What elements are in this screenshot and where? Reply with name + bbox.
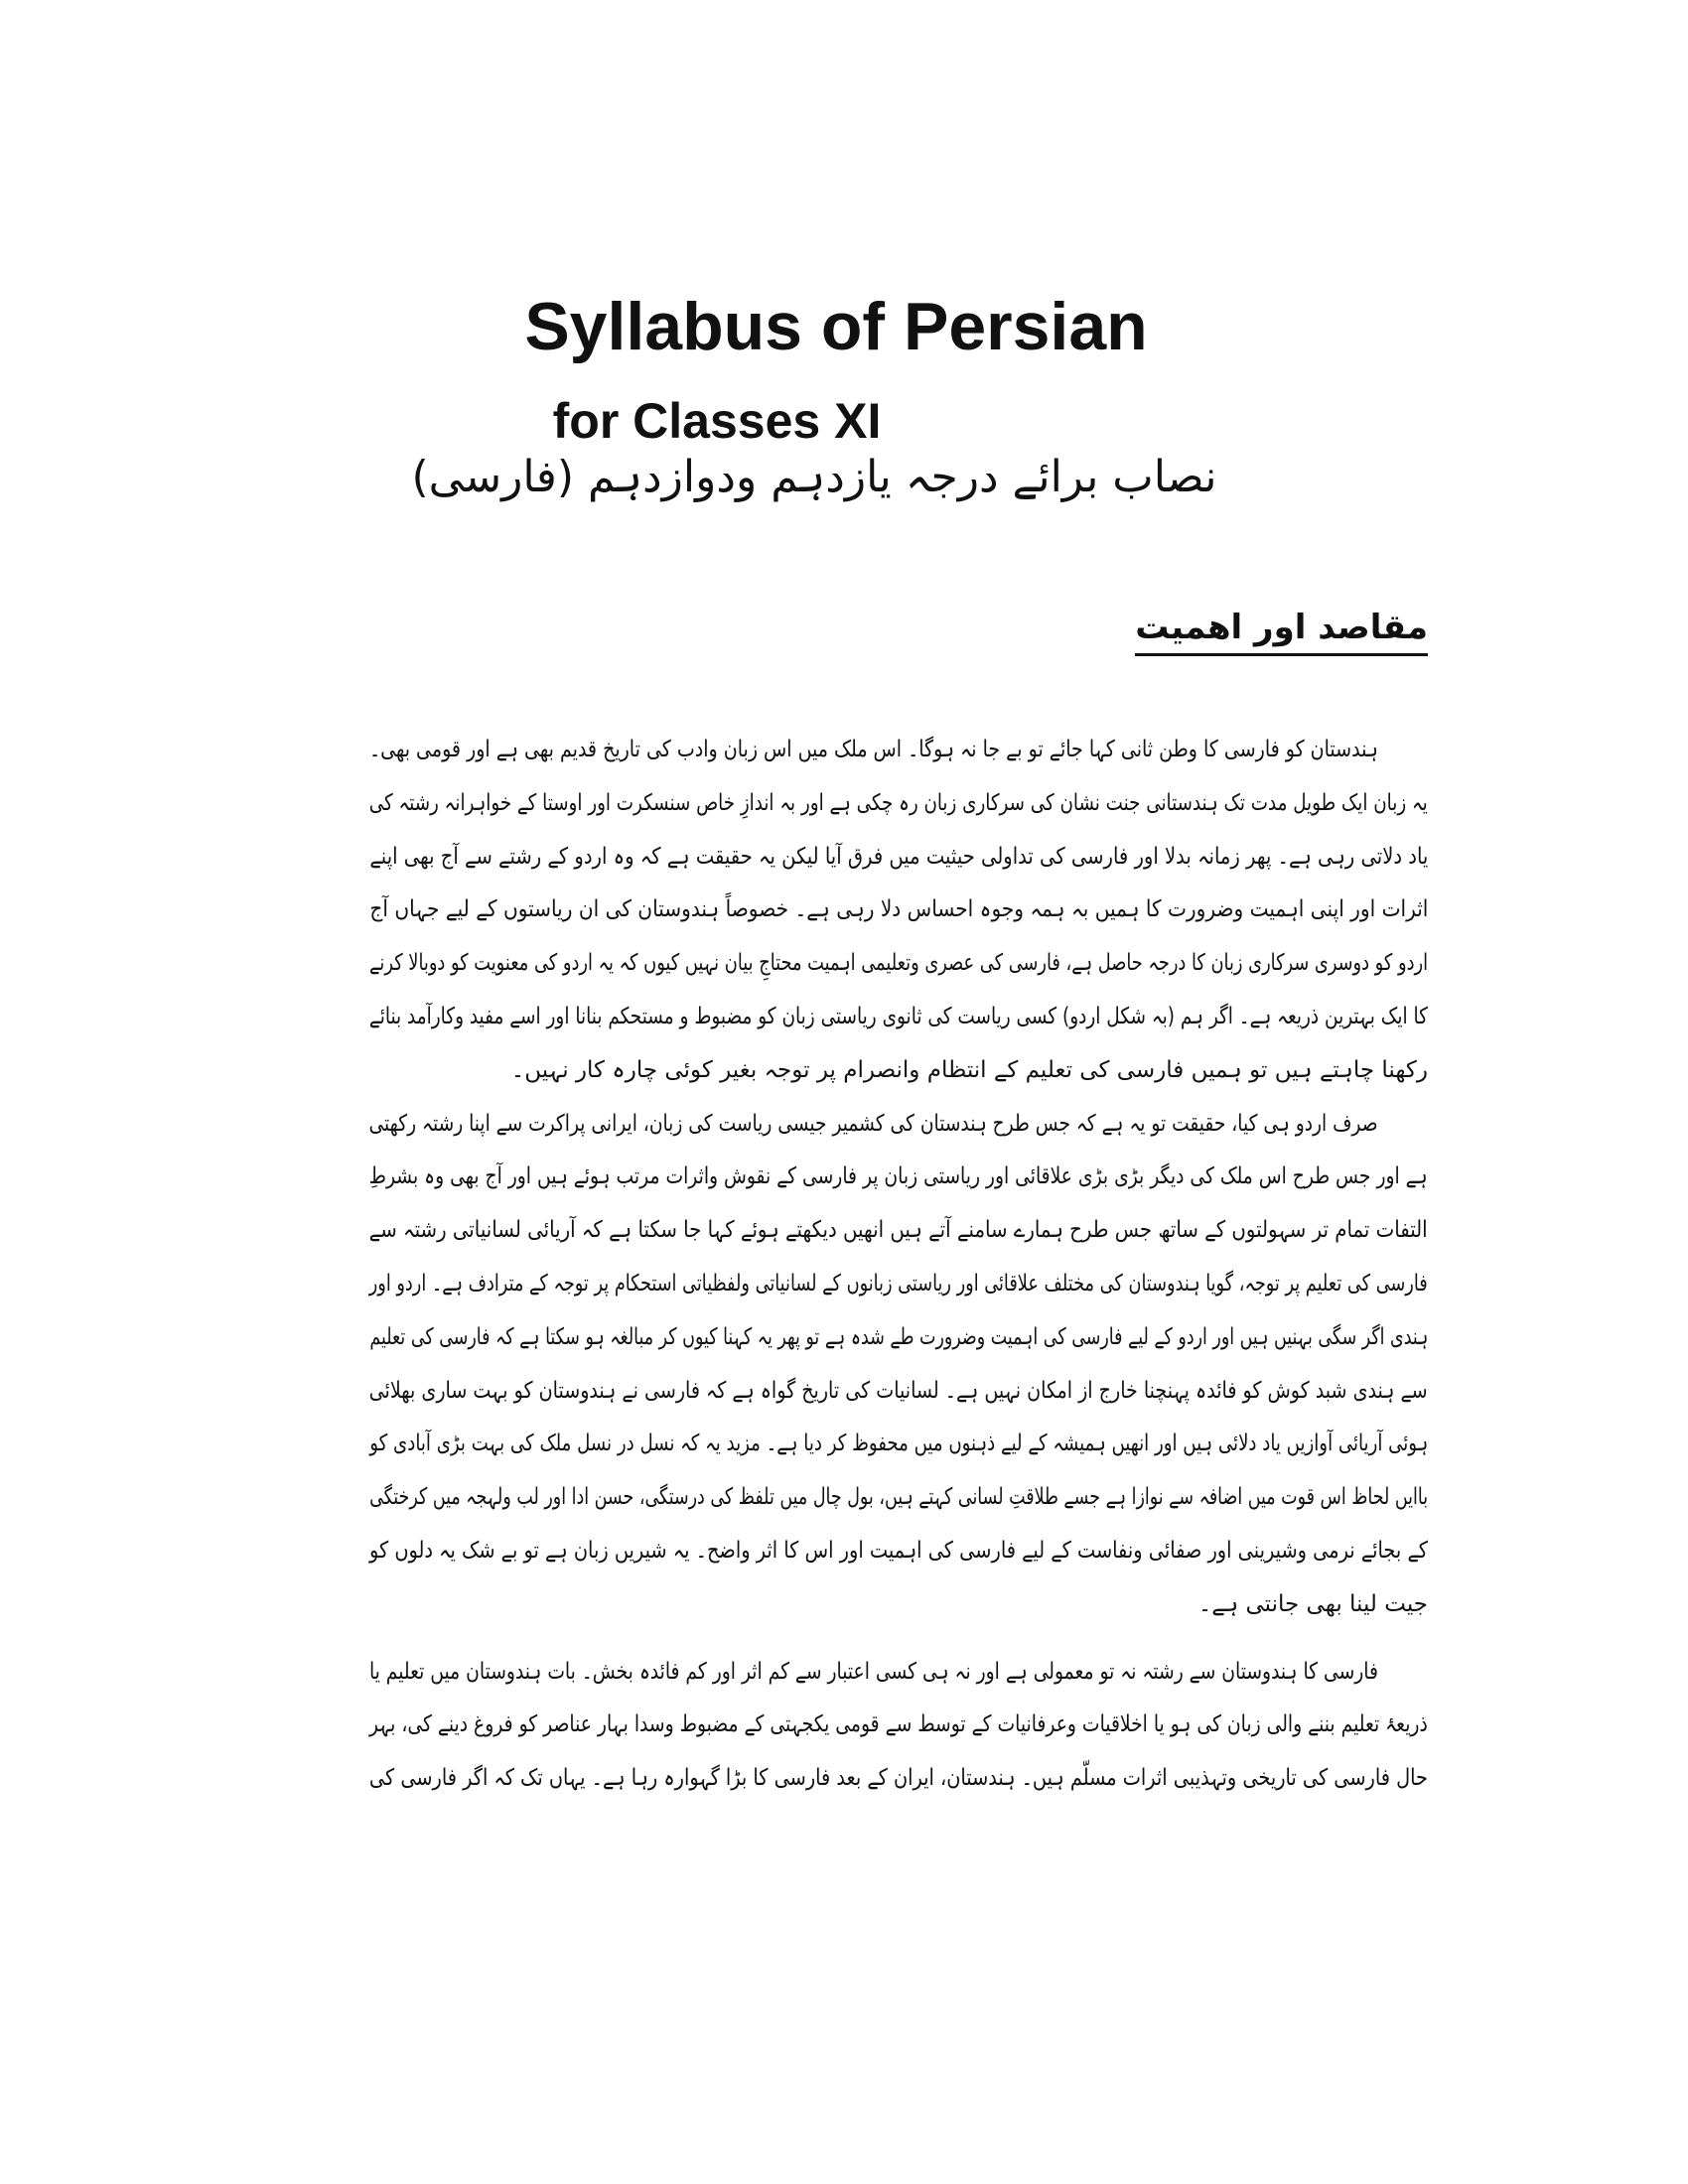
- text-line-content: صرف اردو ہی کیا، حقیقت تو یہ ہے کہ جس طرح ہندستان کی کشمیر جیسی ریاست کی زبان، ایرانی پراکرت سے اپنا رشتہ رکھتی: [369, 1110, 1378, 1137]
- text-line: [369, 1050, 1428, 1104]
- text-line-content: باایں لحاظ اس قوت میں اضافہ سے نوازا ہے جسے طلاقتِ لسانی کہتے ہیں، بول چال میں تلفظ کی درستگی، حسن ادا اور لب ولہجہ میں کرختگی: [369, 1484, 1428, 1511]
- text-line-content: اثرات اور اپنی اہمیت وضرورت کا ہمیں بہ ہمہ وجوہ احساس دلا رہی ہے۔ خصوصاً ہندوستان کی ان ریاستوں کے لیے جہاں آج: [369, 896, 1428, 923]
- text-line-content: فارسی کی تعلیم پر توجہ، گویا ہندوستان کی مختلف علاقائی اور ریاستی زبانوں کے لسانیاتی ولفظیاتی استحکام پر توجہ کے مترادف ہے۔ اردو اور: [369, 1270, 1428, 1297]
- text-line-content: اردو کو دوسری سرکاری زبان کا درجہ حاصل ہے، فارسی کی عصری وتعلیمی اہمیت محتاجِ بیان نہیں کیوں کہ یہ اردو کی معنویت کو دوبالا کرنے: [369, 950, 1428, 977]
- text-line-content: فارسی کا ہندوستان سے رشتہ نہ تو معمولی ہے اور نہ ہی کسی اعتبار سے کم اثر اور کم فائدہ بخش۔ بات ہندوستان میں تعلیم یا: [369, 1658, 1378, 1685]
- text-line: [369, 1584, 1428, 1638]
- text-line: [369, 1264, 1428, 1317]
- text-line: [369, 1424, 1428, 1477]
- text-line-content: یاد دلاتی رہی ہے۔ پھر زمانہ بدلا اور فارسی کی تداولی حیثیت میں فرق آیا لیکن یہ حقیقت ہے کہ وہ اردو کے رشتے سے آج بھی اپنے: [369, 843, 1428, 870]
- text-line-content: سے ہندی شبد کوش کو فائدہ پہنچنا خارج از امکان نہیں ہے۔ لسانیات کی تاریخ گواہ ہے کہ فارسی نے ہندوستان کو بہت ساری بھلائی: [369, 1377, 1428, 1404]
- text-line-content: حال فارسی کی تاریخی وتہذیبی اثرات مسلّم ہیں۔ ہندستان، ایران کے بعد فارسی کا بڑا گہوارہ رہا ہے۔ یہاں تک کہ اگر فارسی کی: [369, 1765, 1428, 1792]
- text-line: [369, 889, 1428, 943]
- text-line: [369, 837, 1428, 890]
- text-line: [369, 1705, 1428, 1758]
- text-line-content: رکھنا چاہتے ہیں تو ہمیں فارسی کی تعلیم کے انتظام وانصرام پر توجہ بغیر کوئی چارہ کار نہیں۔: [510, 1056, 1428, 1083]
- document-title: Syllabus of Persian: [524, 289, 1148, 364]
- text-line: [369, 943, 1428, 997]
- text-line-content: التفات تمام تر سہولتوں کے ساتھ جس طرح ہمارے سامنے آتے ہیں انھیں دیکھتے ہوئے کہا جا سکتا ہے کہ آریائی لسانیاتی رشتہ سے: [369, 1217, 1428, 1244]
- text-line-content: یہ زبان ایک طویل مدت تک ہندستانی جنت نشان کی سرکاری زبان رہ چکی ہے اور بہ اندازِ خاص سنسکرت اور اوستا کے خواہرانہ رشتہ کی: [369, 789, 1428, 816]
- text-line-content: ذریعۂ تعلیم بننے والی زبان کی ہو یا اخلاقیات وعرفانیات کے توسط سے قومی یکجہتی کے مضبوط وسدا بہار عناصر کو فروغ دینے کی، بہر: [369, 1711, 1428, 1738]
- text-line: [369, 1531, 1428, 1584]
- text-line: [369, 730, 1428, 783]
- text-line: [369, 783, 1428, 837]
- text-line-content: ہے اور جس طرح اس ملک کی دیگر بڑی بڑی علاقائی اور ریاستی زبان پر فارسی کے نقوش واثرات مرتب ہوئے ہیں اور آج بھی وہ بشرطِ: [369, 1163, 1428, 1190]
- text-line: [369, 1652, 1428, 1706]
- text-line: [369, 1104, 1428, 1158]
- text-line-content: کے بجائے نرمی وشیرینی اور صفائی ونفاست کے لیے فارسی کی اہمیت اور اس کا اثر واضح۔ یہ شیریں زبان ہے تو بے شک یہ دلوں کو: [369, 1537, 1428, 1564]
- text-line-content: جیت لینا بھی جانتی ہے۔: [1197, 1590, 1428, 1617]
- text-line: [369, 1758, 1428, 1812]
- text-line: [369, 1210, 1428, 1264]
- text-line-content: ہندستان کو فارسی کا وطن ثانی کہا جائے تو بے جا نہ ہوگا۔ اس ملک میں اس زبان وادب کی تاریخ قدیم بھی ہے اور قومی بھی۔: [369, 737, 1378, 762]
- text-line: [369, 1371, 1428, 1425]
- section-heading: مقاصد اور اهمیت: [1135, 608, 1428, 656]
- document-subtitle: for Classes XI: [552, 393, 882, 449]
- text-line-content: ہوئی آریائی آوازیں یاد دلائی ہیں اور انھیں ہمیشہ کے لیے ذہنوں میں محفوظ کر دیا ہے۔ مزید یہ کہ نسل در نسل ملک کی بہت بڑی آبادی کو: [369, 1431, 1428, 1457]
- text-line-content: کا ایک بہترین ذریعہ ہے۔ اگر ہم (بہ شکل اردو) کسی ریاست کی ثانوی ریاستی زبان کو مضبوط و مستحکم بنانا اور اسے مفید وکارآمد بنائے: [369, 1003, 1428, 1029]
- text-line: [369, 997, 1428, 1050]
- text-line: [369, 1477, 1428, 1531]
- urdu-subtitle: نصاب برائے درجہ یازدہم ودوازدہم (فارسی): [411, 452, 1217, 502]
- body-text: [369, 730, 1428, 1812]
- text-line-content: ہندی اگر سگی بہنیں ہیں اور اردو کے لیے فارسی کی اہمیت وضرورت طے شدہ ہے تو پھر یہ کہنا کیوں کر مبالغہ ہو سکتا ہے کہ فارسی کی تعلیم: [369, 1323, 1428, 1350]
- text-line: [369, 1317, 1428, 1371]
- text-line: [369, 1157, 1428, 1210]
